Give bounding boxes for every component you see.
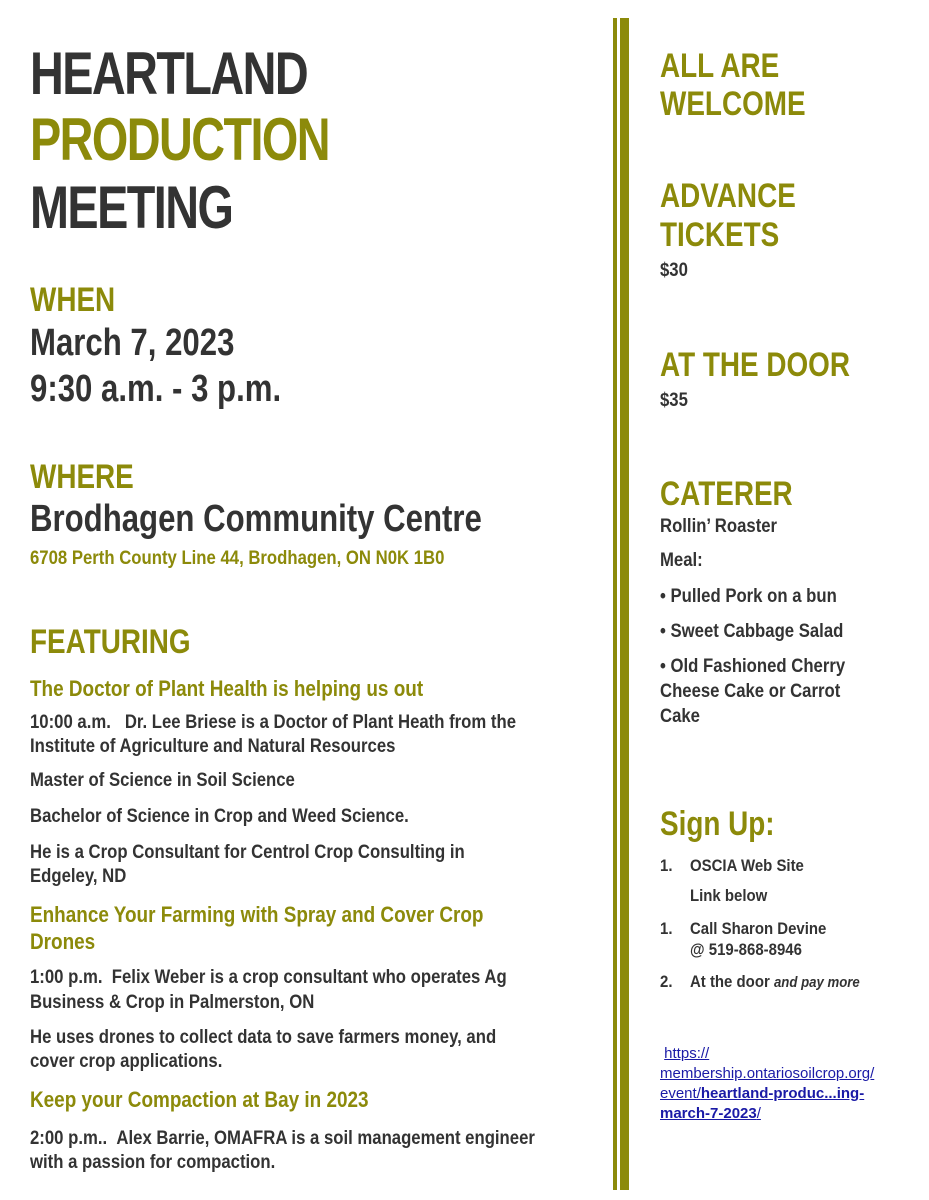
advance-tickets-line-a: ADVANCE [660,177,796,215]
session3-line1 [30,1128,535,1150]
session1-line1 [30,712,516,734]
advance-tickets-line-b: TICKETS [660,216,780,254]
session2-line3b: cover crop applications. [30,1051,223,1072]
signup-item-oscia-note: Link below [690,886,768,905]
welcome-line-a: ALL ARE [660,47,780,85]
session1-speaker: Dr. Lee Briese [124,712,237,733]
signup-num-2: 1. [660,919,673,938]
session1-line1-rest: is a Doctor of Plant Heath from the [236,712,516,733]
link-line-4a[interactable]: march-7-2023 [660,1105,757,1122]
session2-heading-b: Drones [30,929,96,954]
session2-line3a: He uses drones to collect data to save farmers money, and [30,1027,497,1048]
session3-speaker: Alex Barrie [116,1128,205,1149]
session1-heading: The Doctor of Plant Health is helping us out [30,676,424,701]
advance-price: $30 [660,260,688,281]
session2-line1-rest: is a crop consultant who operates Ag [205,967,507,988]
session1-line4: Bachelor of Science in Crop and Weed Science. [30,806,409,827]
caterer-label: CATERER [660,475,793,513]
link-line-3b[interactable]: heartland-produc...ing- [700,1085,865,1102]
session1-line3: Master of Science in Soil Science [30,770,295,791]
session3-line1-rest: , OMAFRA is a soil management engineer [204,1128,535,1149]
event-date: March 7, 2023 [30,322,235,364]
meal-item: • Pulled Pork on a bun [660,586,837,607]
signup-item-oscia: OSCIA Web Site [690,856,804,875]
session1-line5a: He is a Crop Consultant for Centrol Crop Consulting in [30,842,465,863]
event-time: 9:30 a.m. - 3 p.m. [30,368,282,410]
signup-item-phone: Call Sharon Devine [690,919,827,938]
session2-time: 1:00 p.m. [30,967,103,988]
signup-door-note: and pay more [773,974,860,991]
session2-line2: Business & Crop in Palmerston, ON [30,992,315,1013]
signup-door-text: At the door [690,972,770,991]
meal-item: • Old Fashioned Cherry [660,656,846,677]
link-line-1[interactable]: https:// [664,1045,710,1062]
meal-item: Cake [660,706,700,727]
venue-name: Brodhagen Community Centre [30,498,482,540]
meal-label: Meal: [660,550,703,571]
venue-address: 6708 Perth County Line 44, Brodhagen, ON N0K 1B0 [30,548,445,569]
welcome-line-b: WELCOME [660,85,806,123]
session1-line2: Institute of Agriculture and Natural Resources [30,736,396,757]
session2-speaker: Felix Weber [111,967,206,988]
door-price: $35 [660,390,688,411]
signup-item-door [690,972,860,993]
signup-num-3: 2. [660,972,673,991]
title-line-1: HEARTLAND [30,40,308,107]
when-label: WHEN [30,281,116,319]
meal-item: • Sweet Cabbage Salad [660,621,844,642]
session3-time: 2:00 p.m.. [30,1128,108,1149]
where-label: WHERE [30,458,134,496]
title-line-2: PRODUCTION [30,106,330,173]
session3-line2: with a passion for compaction. [30,1152,276,1173]
link-line-2[interactable]: membership.ontariosoilcrop.org/ [660,1065,875,1082]
session2-line1 [30,967,507,989]
title-line-3: MEETING [30,174,233,241]
signup-phone-number: @ 519-868-8946 [690,940,802,959]
session1-line5b: Edgeley, ND [30,866,127,887]
featuring-label: FEATURING [30,623,191,661]
session3-heading: Keep your Compaction at Bay in 2023 [30,1087,369,1112]
signup-link[interactable] [660,1044,874,1124]
signup-label: Sign Up: [660,805,775,843]
vertical-divider-thin [613,18,617,1190]
meal-item: Cheese Cake or Carrot [660,681,841,702]
session2-heading-a: Enhance Your Farming with Spray and Cover Crop [30,902,484,927]
caterer-name: Rollin’ Roaster [660,516,778,537]
door-label: AT THE DOOR [660,346,850,384]
signup-num-1: 1. [660,856,673,875]
vertical-divider-thick [620,18,629,1190]
session1-time: 10:00 a.m. [30,712,111,733]
link-line-3a[interactable]: event/ [660,1085,701,1102]
link-line-4b[interactable]: / [756,1105,761,1122]
